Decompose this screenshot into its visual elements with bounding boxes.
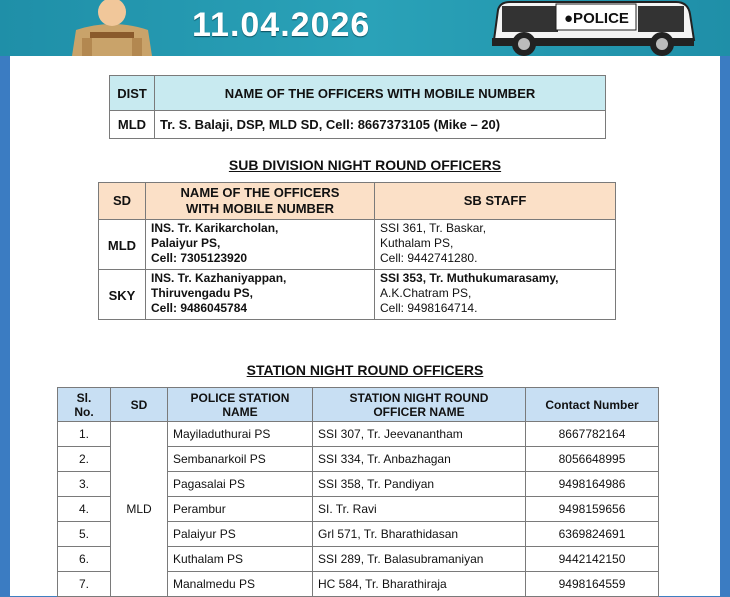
row-number: 3.: [58, 472, 111, 497]
station-heading: STATION NIGHT ROUND OFFICERS: [246, 362, 484, 378]
off-header-line2: OFFICER NAME: [373, 404, 465, 419]
right-frame: [720, 56, 730, 596]
sd-header: SD: [99, 183, 146, 220]
officer-name: SSI 358, Tr. Pandiyan: [313, 472, 526, 497]
sd-officer-header-line2: WITH MOBILE NUMBER: [185, 201, 335, 216]
contact-number: 6369824691: [526, 522, 659, 547]
officer-name-header: [313, 388, 526, 422]
row-number: 4.: [58, 497, 111, 522]
officer-name: HC 584, Tr. Bharathiraja: [313, 572, 526, 597]
sl-header-line2: No.: [74, 404, 94, 419]
ps-header-line1: POLICE STATION: [190, 390, 290, 405]
report-date: 11.04.2026: [192, 6, 371, 44]
sd-officer-header-line1: NAME OF THE OFFICERS: [180, 185, 340, 200]
contact-number: 9498159656: [526, 497, 659, 522]
header-banner: [0, 0, 730, 56]
table-row: [99, 270, 616, 320]
station-name: Palaiyur PS: [168, 522, 313, 547]
ps-header-line2: NAME: [222, 404, 258, 419]
sd-header: SD: [111, 388, 168, 422]
sd-cell: MLD: [99, 220, 146, 270]
sd-officer-cell: [146, 270, 375, 320]
left-frame: [0, 56, 10, 596]
sub-division-heading: SUB DIVISION NIGHT ROUND OFFICERS: [228, 157, 502, 173]
district-officer-table: [109, 75, 606, 139]
sb-staff-header: SB STAFF: [375, 183, 616, 220]
row-number: 7.: [58, 572, 111, 597]
officer-line: INS. Tr. Kazhaniyappan,: [151, 271, 287, 285]
officer-name: SSI 289, Tr. Balasubramaniyan: [313, 547, 526, 572]
station-name: Pagasalai PS: [168, 472, 313, 497]
contact-number: 9498164559: [526, 572, 659, 597]
officer-line: Palaiyur PS,: [151, 236, 221, 250]
sb-staff-cell: [375, 220, 616, 270]
police-car-illustration: [488, 0, 698, 58]
officer-name: SSI 334, Tr. Anbazhagan: [313, 447, 526, 472]
station-name: Perambur: [168, 497, 313, 522]
staff-line: SSI 353, Tr. Muthukumarasamy,: [380, 271, 559, 285]
contact-number: 9498164986: [526, 472, 659, 497]
staff-line: SSI 361, Tr. Baskar,: [380, 221, 487, 235]
police-station-header: [168, 388, 313, 422]
dist-cell: MLD: [110, 111, 155, 139]
table-row: [99, 220, 616, 270]
sl-no-header: [58, 388, 111, 422]
contact-number: 9442142150: [526, 547, 659, 572]
officer-line: INS. Tr. Karikarcholan,: [151, 221, 279, 235]
contact-header: Contact Number: [526, 388, 659, 422]
station-name: Kuthalam PS: [168, 547, 313, 572]
officer-line: Thiruvengadu PS,: [151, 286, 254, 300]
sd-group-cell: MLD: [111, 422, 168, 597]
station-name: Mayiladuthurai PS: [168, 422, 313, 447]
contact-number: 8667782164: [526, 422, 659, 447]
station-officer-table: [57, 387, 659, 597]
car-police-label: ●POLICE: [564, 10, 629, 27]
sub-division-table: [98, 182, 616, 320]
officer-name: Grl 571, Tr. Bharathidasan: [313, 522, 526, 547]
dist-header: DIST: [110, 76, 155, 111]
officer-header: NAME OF THE OFFICERS WITH MOBILE NUMBER: [155, 76, 606, 111]
sd-cell: SKY: [99, 270, 146, 320]
officer-cell: Tr. S. Balaji, DSP, MLD SD, Cell: 8667373105 (Mike – 20): [155, 111, 606, 139]
staff-line: A.K.Chatram PS,: [380, 286, 472, 300]
off-header-line1: STATION NIGHT ROUND: [349, 390, 489, 405]
row-number: 6.: [58, 547, 111, 572]
row-number: 2.: [58, 447, 111, 472]
station-name: Sembanarkoil PS: [168, 447, 313, 472]
staff-line: Cell: 9442741280.: [380, 251, 478, 265]
sb-staff-cell: [375, 270, 616, 320]
officer-name: SSI 307, Tr. Jeevanantham: [313, 422, 526, 447]
table-row: [58, 422, 659, 447]
sd-officer-cell: [146, 220, 375, 270]
staff-line: Cell: 9498164714.: [380, 301, 478, 315]
staff-line: Kuthalam PS,: [380, 236, 454, 250]
station-name: Manalmedu PS: [168, 572, 313, 597]
row-number: 5.: [58, 522, 111, 547]
sl-header-line1: Sl.: [76, 390, 92, 405]
officer-name: SI. Tr. Ravi: [313, 497, 526, 522]
officer-line: Cell: 7305123920: [151, 251, 248, 265]
sd-officer-header: [146, 183, 375, 220]
police-officer-illustration: [62, 0, 162, 56]
contact-number: 8056648995: [526, 447, 659, 472]
row-number: 1.: [58, 422, 111, 447]
officer-line: Cell: 9486045784: [151, 301, 248, 315]
